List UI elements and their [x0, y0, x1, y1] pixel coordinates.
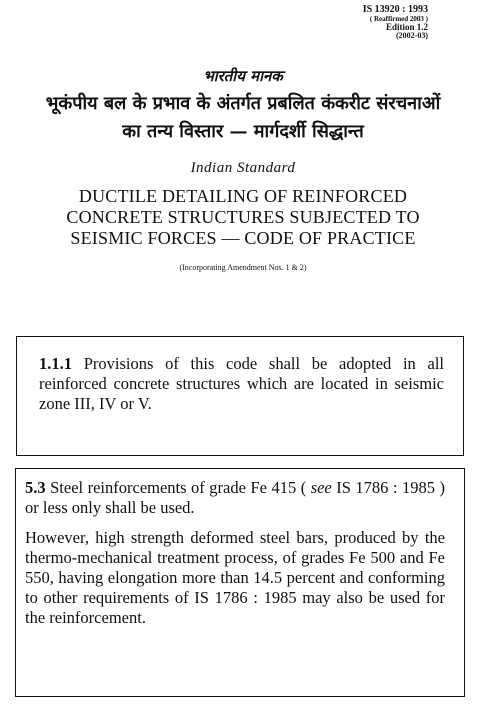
- standard-number: IS 13920 : 1993: [362, 4, 428, 15]
- standard-label: Indian Standard: [190, 160, 296, 176]
- clause-5-3-paragraph: [25, 478, 445, 518]
- hindi-standard-label: भारतीय मानक: [203, 67, 283, 85]
- edition-label: Edition 1.2: [385, 21, 428, 32]
- clause-number: 1.1.1: [39, 354, 72, 373]
- reaffirmed-note: ( Reaffirmed 2003 ): [369, 14, 428, 23]
- document-title: [0, 186, 486, 249]
- clause-text-part-1: Steel reinforcements of grade Fe 415 (: [45, 478, 311, 497]
- clause-text-part-2: IS 1786 : 1985 ) or less only shall be used.: [25, 478, 446, 517]
- amendments-note: (Incorporating Amendment Nos. 1 & 2): [179, 263, 307, 272]
- hindi-title: [0, 90, 486, 146]
- standard-meta: [363, 5, 428, 41]
- clause-1-1-1-box: [16, 336, 464, 456]
- title-line-1: DUCTILE DETAILING OF REINFORCED: [78, 186, 408, 206]
- clause-text: Provisions of this code shall be adopted in all reinforced concrete structures which are located in seismic zone III, IV or V.: [39, 354, 444, 413]
- clause-5-3-box: [15, 468, 465, 697]
- see-reference: see: [310, 478, 332, 497]
- high-strength-bars-paragraph: However, high strength deformed steel bars, produced by the thermo-mechanical treatment process, of grades Fe 500 and Fe 550, having elongation more than 14.5 percent and conforming to other requirements of IS 1786 : 1985 may also be used for the reinforcement.: [25, 528, 445, 627]
- title-line-3: SEISMIC FORCES — CODE OF PRACTICE: [70, 228, 416, 248]
- title-line-2: CONCRETE STRUCTURES SUBJECTED TO: [66, 207, 420, 227]
- hindi-title-line-1: भूकंपीय बल के प्रभाव के अंतर्गत प्रबलित कंकरीट संरचनाओं: [45, 93, 441, 114]
- hindi-title-line-2: का तन्य विस्तार — मार्गदर्शी सिद्धान्त: [122, 121, 364, 142]
- edition-year: (2002-03): [396, 31, 428, 41]
- clause-1-1-1-paragraph: [39, 354, 444, 414]
- clause-number: 5.3: [25, 478, 46, 497]
